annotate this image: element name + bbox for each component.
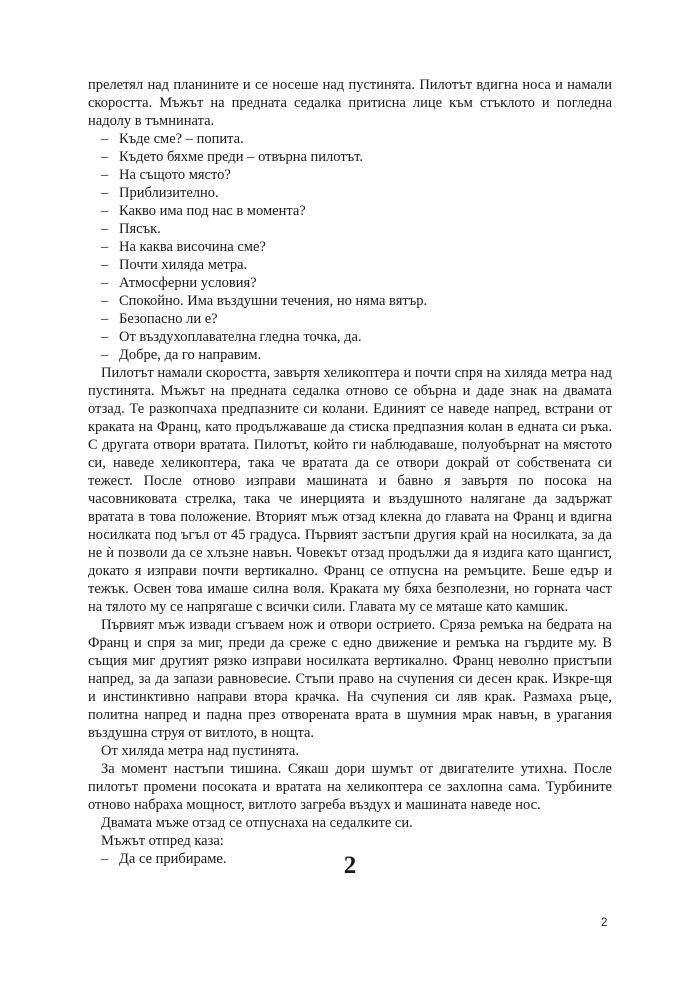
dialogue-text: Атмосферни условия? — [119, 275, 257, 291]
dialogue-line — [88, 256, 612, 274]
dialogue-line — [88, 148, 612, 166]
dialogue-line — [88, 292, 612, 310]
dialogue-line — [88, 202, 612, 220]
dialogue-line — [88, 130, 612, 148]
dialogue-text: От въздухоплавателна гледна точка, да. — [119, 329, 362, 345]
paragraph: Пилотът намали скоростта, завъртя хеликоптера и почти спря на хиляда метра над пустинята. Мъжът на предната седалка отново се обърна и даде знак на двамата отзад. Те разкопчаха предпазните си колани. Единият се наведе напред, встрани от краката на Франц, като продължаваше да стиска предпазния колан в едната си ръка. С другата отвори вратата. Пилотът, който ги наблюдаваше, полуобърнат на мястото си, наведе хеликоптера, така че вратата да се отвори докрай от собствената си тежест. После отново изправи машината и бавно я завъртя по посока на часовниковата стрелка, така че инерцията и въздушното налягане да задържат вратата в това положение. Вторият мъж отзад клекна до главата на Франц и вдигна носилката под ъгъл от 45 градуса. Първият застъпи другия край на носилката, за да не ѝ позволи да се хлъзне навън. Човекът отзад продължи да я издига като щангист, докато я изправи почти вертикално. Франц се отпусна на ремъците. Беше едър и тежък. Освен това имаше силна воля. Краката му бяха безполезни, но горната част на тялото му се напрягаше с всички сили. Главата му се мяташе като камшик. — [88, 365, 612, 615]
dialogue-block — [88, 130, 612, 364]
dialogue-line — [88, 238, 612, 256]
dialogue-text: Пясък. — [119, 221, 161, 237]
dialogue-dash: – — [101, 293, 109, 309]
dialogue-dash: – — [101, 203, 109, 219]
dialogue-line — [88, 346, 612, 364]
dialogue-text: Какво има под нас в момента? — [119, 203, 306, 219]
dialogue-line — [88, 184, 612, 202]
dialogue-dash: – — [101, 185, 109, 201]
dialogue-text: На каква височина сме? — [119, 239, 266, 255]
dialogue-text: Където бяхме преди – отвърна пилотът. — [119, 149, 364, 165]
dialogue-text: Почти хиляда метра. — [119, 257, 248, 273]
paragraph: Двамата мъже отзад се отпуснаха на седалките си. — [101, 815, 413, 831]
page-body — [88, 76, 612, 868]
dialogue-text: Спокойно. Има въздушни течения, но няма вятър. — [119, 293, 428, 309]
dialogue-line — [88, 166, 612, 184]
chapter-number: 2 — [343, 852, 357, 879]
dialogue-dash: – — [101, 329, 109, 345]
dialogue-dash: – — [101, 149, 109, 165]
paragraph: От хиляда метра над пустинята. — [101, 743, 299, 759]
dialogue-line — [88, 328, 612, 346]
dialogue-dash: – — [101, 167, 109, 183]
dialogue-text: Приблизително. — [119, 185, 219, 201]
dialogue-dash: – — [101, 275, 109, 291]
dialogue-dash: – — [101, 257, 109, 273]
dialogue-dash: – — [101, 131, 109, 147]
dialogue-dash: – — [101, 239, 109, 255]
dialogue-dash: – — [101, 311, 109, 327]
dialogue-text: Къде сме? – попита. — [119, 131, 244, 147]
dialogue-text: Добре, да го направим. — [119, 347, 262, 363]
paragraph: За момент настъпи тишина. Сякаш дори шумът от двигателите утихна. После пилотът промени посоката и вратата на хеликоптера се захлопна сама. Турбините отново набраха мощност, витлото загреба въздух и машината наведе нос. — [88, 761, 612, 813]
dialogue-text: Да се прибираме. — [119, 851, 227, 867]
dialogue-text: Безопасно ли е? — [119, 311, 218, 327]
dialogue-line — [88, 220, 612, 238]
dialogue-text: На същото място? — [119, 167, 231, 183]
page-number: 2 — [601, 917, 608, 929]
intro-paragraph: прелетял над планините и се носеше над пустинята. Пилотът вдигна носа и намали скоростта. Мъжът на предната седалка притисна лице към стъклото и погледна надолу в тъмнината. — [88, 77, 612, 129]
dialogue-line — [88, 310, 612, 328]
paragraph: Мъжът отпред каза: — [101, 833, 224, 849]
dialogue-dash: – — [101, 851, 109, 867]
dialogue-line — [88, 274, 612, 292]
paragraph: Първият мъж извади сгъваем нож и отвори острието. Сряза ремъка на бедрата на Франц и спря за миг, преди да среже с едно движение и ремъка на гърдите му. В същия миг другият рязко изправи носилката вертикално. Франц неволно пристъпи напред, за да запази равновесие. Стъпи право на счупения си десен крак. Изкре-щя и инстинктивно направи втора крачка. На счупения си ляв крак. Размаха ръце, политна напред и падна през отворената врата в шумния мрак навън, в урагания въздушна струя от витлото, в нощта. — [88, 617, 612, 741]
dialogue-dash: – — [101, 221, 109, 237]
dialogue-dash: – — [101, 347, 109, 363]
